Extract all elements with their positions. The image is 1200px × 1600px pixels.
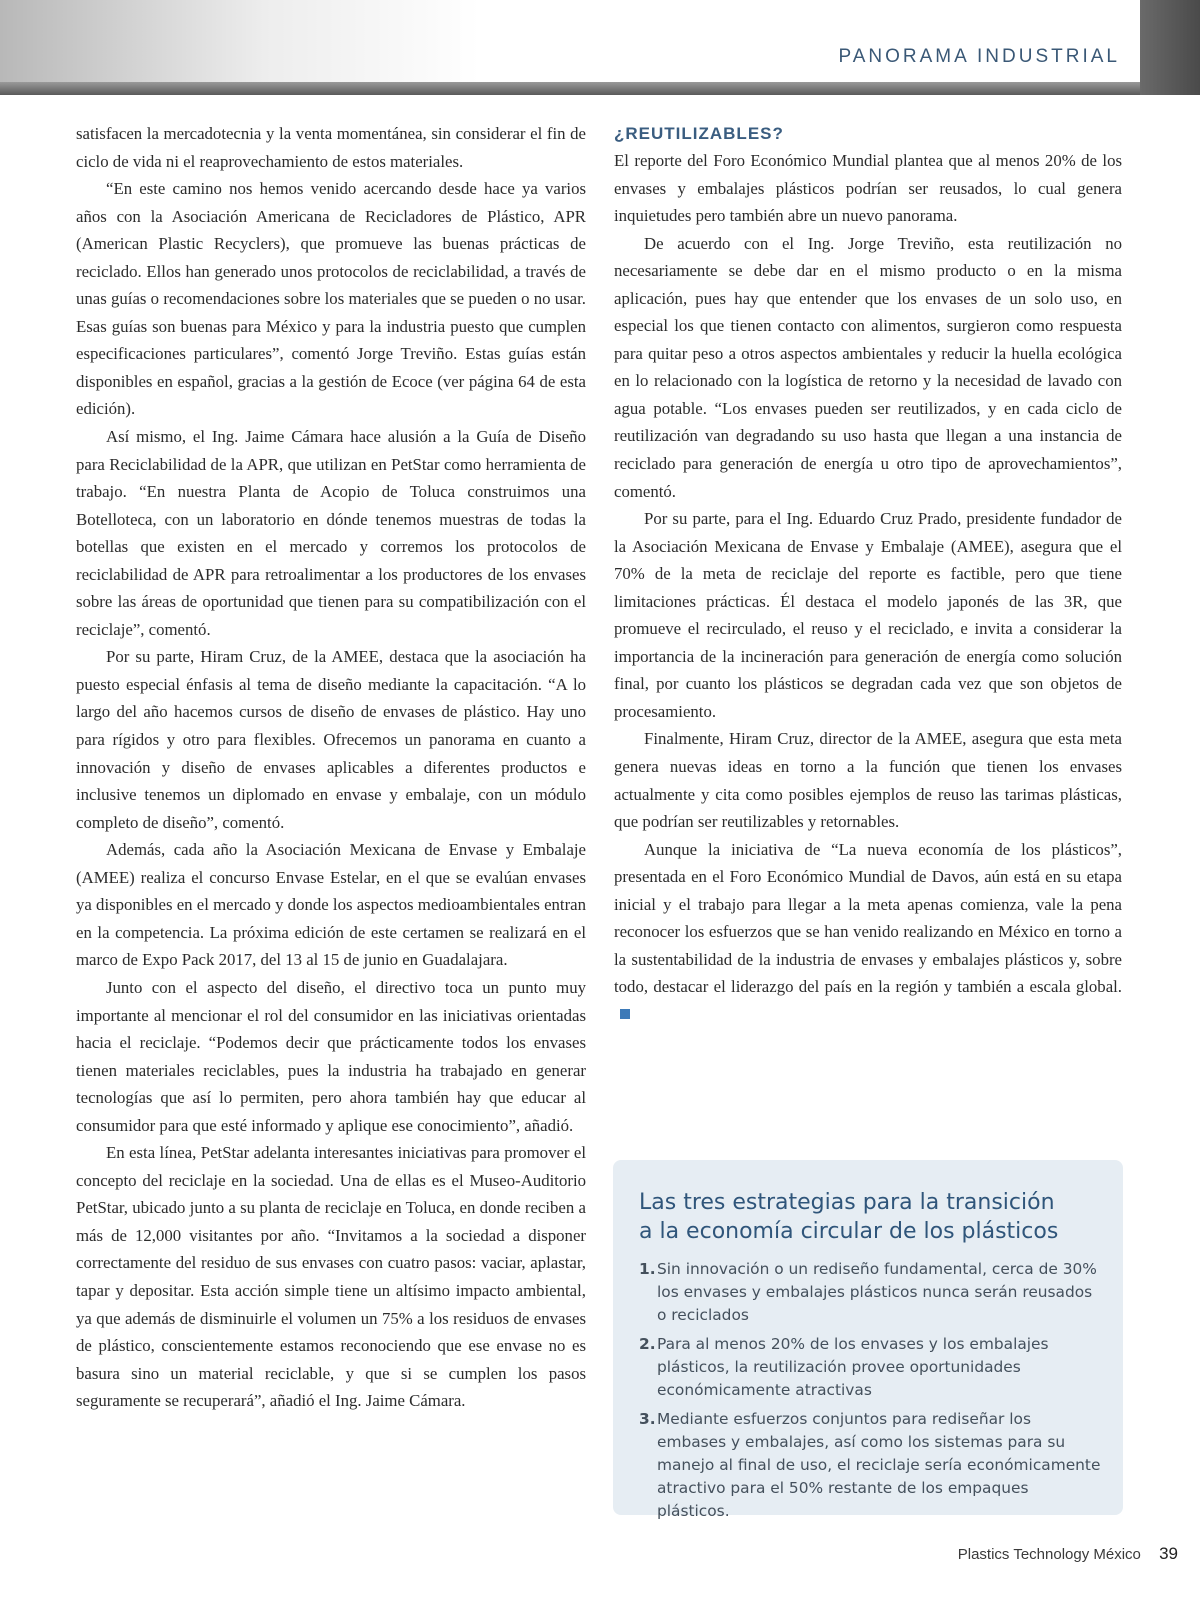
paragraph: Por su parte, para el Ing. Eduardo Cruz Prado, presidente fundador de la Asociación Mexicana de Envase y Embalaje (AMEE), asegura que el 70% de la meta de reciclaje del reporte es factible, pero que tiene limitaciones prácticas. Él destaca el modelo japonés de las 3R, que promueve el recirculado, el reuso y el reciclado, e invita a considerar la importancia de la incineración para generación de energía como solución final, por cuanto los plásticos se degradan cada vez que son objetos de procesamiento. bbox=[614, 509, 1122, 721]
list-item bbox=[639, 1333, 1101, 1402]
end-of-article-square-icon bbox=[620, 1009, 630, 1019]
subheading: ¿REUTILIZABLES? bbox=[614, 124, 784, 143]
paragraph-text: Aunque la iniciativa de “La nueva economía de los plásticos”, presentada en el Foro Económico Mundial de Davos, aún está en su etapa inicial y el trabajo para llegar a la meta apenas comienza, vale la pena reconocer los esfuerzos que se han venido realizando en México en torno a la sustentabilidad de la industria de envases y embalajes plásticos y, sobre todo, destacar el liderazgo del país en la región y también a escala global. bbox=[614, 839, 1122, 997]
strategy-list bbox=[639, 1258, 1101, 1523]
page-footer bbox=[958, 1544, 1178, 1564]
publication-name: Plastics Technology México bbox=[957, 1546, 1141, 1563]
last-paragraph bbox=[614, 836, 1122, 1029]
list-item bbox=[639, 1408, 1101, 1523]
sidebar-title-line1: Las tres estrategias para la transición bbox=[639, 1190, 1055, 1215]
list-text: Para al menos 20% de los envases y los embalajes plásticos, la reutilización provee oportunidades económicamente atractivas bbox=[657, 1335, 1049, 1399]
paragraph: Junto con el aspecto del diseño, el directivo toca un punto muy importante al mencionar el rol del consumidor en las iniciativas orientadas hacia el reciclaje. “Podemos decir que prácticamente todos los envases tienen materiales reciclables, pues la industria ha trabajado en generar tecnologías que así lo permiten, pero ahora también hay que educar al consumidor para que esté informado y aplique ese conocimiento”, añadió. bbox=[76, 977, 586, 1135]
paragraph: “En este camino nos hemos venido acercando desde hace ya varios años con la Asociación Americana de Recicladores de Plástico, APR (American Plastic Recyclers), que promueve las buenas prácticas de reciclado. Ellos han generado unos protocolos de reciclabilidad, a través de unas guías o recomendaciones sobre los materiales que se pueden o no usar. Esas guías son buenas para México y para la industria puesto que cumplen especificaciones particulares”, comentó Jorge Treviño. Estas guías están disponibles en español, gracias a la gestión de Ecoce (ver página 64 de esta edición). bbox=[76, 179, 586, 419]
paragraph: Así mismo, el Ing. Jaime Cámara hace alusión a la Guía de Diseño para Reciclabilidad de la APR, que utilizan en PetStar como herramienta de trabajo. “En nuestra Planta de Acopio de Toluca construimos una Botelloteca, con un laboratorio en dónde tenemos muestras de todas la botellas que existen en el mercado y corremos los protocolos de reciclabilidad de APR para retroalimentar a los productores de los envases sobre las áreas de oportunidad que tienen para su compatibilización con el reciclaje”, comentó. bbox=[76, 427, 586, 639]
header-dark-tab bbox=[1140, 0, 1200, 95]
paragraph: De acuerdo con el Ing. Jorge Treviño, esta reutilización no necesariamente se debe dar en el mismo producto o en la misma aplicación, pues hay que entender que los envases de un solo uso, en especial los que tienen contacto con alimentos, surgieron como respuesta para quitar peso a otros aspectos ambientales y reducir la huella ecológica en lo relacionado con la logística de retorno y la necesidad de lavado con agua potable. “Los envases pueden ser reutilizados, y en cada ciclo de reutilización van degradando su uso hasta que llegan a una instancia de reciclado para generación de energía u otro tipo de aprovechamientos”, comentó. bbox=[614, 233, 1122, 501]
paragraph: Además, cada año la Asociación Mexicana de Envase y Embalaje (AMEE) realiza el concurso Envase Estelar, en el que se evalúan envases ya disponibles en el mercado y donde los aspectos medioambientales entran en la competencia. La próxima edición de este certamen se realizará en el marco de Expo Pack 2017, del 13 al 15 de junio en Guadalajara. bbox=[76, 840, 586, 970]
paragraph: En esta línea, PetStar adelanta interesantes iniciativas para promover el concepto del reciclaje en la sociedad. Una de ellas es el Museo-Auditorio PetStar, ubicado junto a su planta de reciclaje en Toluca, en donde reciben a más de 12,000 visitantes por año. “Invitamos a la sociedad a disponer correctamente del residuo de sus envases con cuatro pasos: vaciar, aplastar, tapar y depositar. Esta acción simple tiene un altísimo impacto ambiental, ya que además de disminuirle el volumen un 75% a los residuos de envases de plástico, conscientemente estamos reconociendo que ese envase no es basura sino un material reciclable, y que si se cumplen los pasos seguramente se recuperará”, añadió el Ing. Jaime Cámara. bbox=[76, 1143, 586, 1411]
section-label: PANORAMA INDUSTRIAL bbox=[838, 46, 1120, 67]
page-number: 39 bbox=[1159, 1544, 1178, 1563]
sidebar-box bbox=[613, 1160, 1123, 1520]
paragraph: satisfacen la mercadotecnia y la venta momentánea, sin considerar el fin de ciclo de vida ni el reaprovechamiento de estos materiales. bbox=[76, 124, 586, 171]
left-column bbox=[76, 120, 586, 1415]
sidebar-title bbox=[639, 1188, 1101, 1246]
sidebar-title-line2: a la economía circular de los plásticos bbox=[639, 1219, 1059, 1244]
list-text: Mediante esfuerzos conjuntos para rediseñar los embases y embalajes, así como los sistemas para su manejo al final de uso, el reciclaje sería económicamente atractivo para el 50% restante de los empaques plásticos. bbox=[657, 1410, 1101, 1520]
list-item bbox=[639, 1258, 1101, 1327]
list-number: 3. bbox=[639, 1410, 656, 1428]
paragraph: Finalmente, Hiram Cruz, director de la AMEE, asegura que esta meta genera nuevas ideas en torno a la función que tienen los envases actualmente y cita como posibles ejemplos de reuso las tarimas plásticas, que podrían ser reutilizables y retornables. bbox=[614, 729, 1122, 832]
header-shadow bbox=[0, 82, 1200, 95]
list-number: 2. bbox=[639, 1335, 656, 1353]
paragraph: Por su parte, Hiram Cruz, de la AMEE, destaca que la asociación ha puesto especial énfasis al tema de diseño mediante la capacitación. “A lo largo del año hacemos cursos de diseño de envases de plástico. Hay uno para rígidos y otro para flexibles. Ofrecemos un panorama en cuanto a innovación y diseño de envases aplicables a diferentes productos e inclusive tenemos un diplomado en envase y embalaje, con un módulo completo de diseño”, comentó. bbox=[76, 647, 586, 832]
paragraph: El reporte del Foro Económico Mundial plantea que al menos 20% de los envases y embalajes plásticos podrían ser reusados, lo cual genera inquietudes pero también abre un nuevo panorama. bbox=[614, 151, 1122, 226]
list-text: Sin innovación o un rediseño fundamental, cerca de 30% los envases y embalajes plásticos nunca serán reusados o reciclados bbox=[657, 1260, 1097, 1324]
right-column bbox=[614, 120, 1122, 1029]
list-number: 1. bbox=[639, 1260, 656, 1278]
